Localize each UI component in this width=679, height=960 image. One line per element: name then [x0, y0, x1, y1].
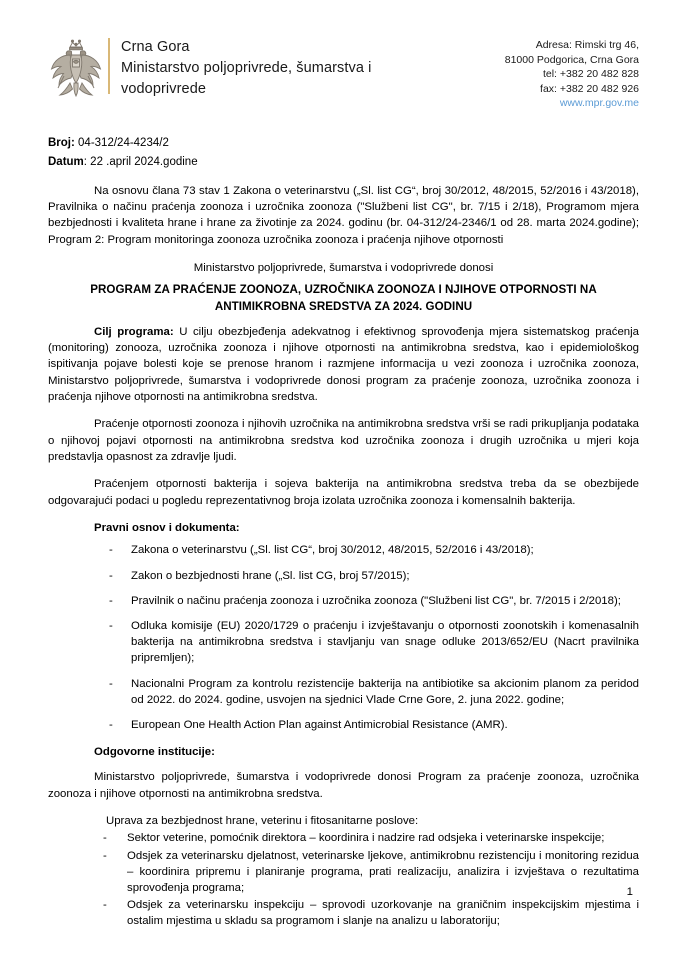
- goal-text: U cilju obezbjeđenja adekvatnog i efektivnog sprovođenja mjera sistematskog praćenja (monitoring) zonooza, uzročnika zoonoza i njihove otpornosti na antimikrobna sredstva, kao i epidemiološkog ispitivanja pojave bolesti koje se prenose hranom i razmjene informacija u vezi zoonoza i uzročnika zoonoza, Ministarstvo poljoprivrede, šumarstva i vodoprivrede donosi program za praćenje zoonoza, uzročnika zoonoza i praćenja njihove otpornosti na antimikrobna sredstva.: [48, 326, 639, 403]
- dash-marker: -: [109, 719, 113, 732]
- dash-marker: -: [103, 899, 107, 912]
- monitoring-paragraph: Praćenje otpornosti zoonoza i njihovih uzročnika na antimikrobna sredstva vrši se radi prikupljanja podataka o njihovoj pojavi otpornosti na antimikrobna sredstva kod uzročnika zoonoza i drugih uzročnika u mjeri koja predstavlja opasnost za zdravlje ljudi.: [48, 418, 639, 463]
- letterhead-divider: [108, 38, 110, 94]
- list-item-text: Nacionalni Program za kontrolu rezistencije bakterija na antibiotike sa akcionim planom za peridod od 2022. do 2024. godine, usvojen na sjednici Vlade Crne Gore, 2. juna 2022. godine;: [131, 677, 639, 706]
- institutions-heading: Odgovorne institucije:: [94, 746, 215, 759]
- list-item-text: Odsjek za veterinarsku djelatnost, veterinarske ljekove, antimikrobnu rezistenciju i monitoring rezidua – koordinira pripremu i planiranje programa, prati realizaciju, analizira i izvještava o rezultatima sprovođenja programa;: [127, 849, 639, 895]
- ministry-name: Ministarstvo poljoprivrede, šumarstva i vodoprivrede: [121, 60, 372, 97]
- institutions-paragraph: Ministarstvo poljoprivrede, šumarstva i vodoprivrede donosi Program za praćenje zoonoza, uzročnika zoonoza i njihove otpornosti na antimikrobna sredstva.: [48, 771, 639, 800]
- dash-marker: -: [103, 832, 107, 845]
- ministry-branding: [48, 34, 386, 102]
- page-number: 1: [626, 886, 633, 898]
- document-number-label: Broj:: [48, 137, 75, 149]
- montenegro-coat-of-arms-icon: [48, 36, 104, 102]
- document-meta: [48, 134, 639, 172]
- list-item-text: Zakon o bezbjednosti hrane („Sl. list CG, broj 57/2015);: [131, 569, 410, 582]
- dash-marker: -: [109, 677, 113, 690]
- list-item: [106, 542, 639, 558]
- dash-marker: -: [109, 594, 113, 607]
- letterhead: [48, 34, 639, 120]
- list-item: [106, 593, 639, 609]
- dash-marker: -: [109, 544, 113, 557]
- address-block: [505, 34, 639, 111]
- document-number: [48, 134, 639, 153]
- legal-documents-list: [48, 542, 639, 733]
- issuer-line: Ministarstvo poljoprivrede, šumarstva i vodoprivrede donosi: [193, 261, 494, 274]
- phone-line: tel: +382 20 482 828: [542, 68, 639, 81]
- goal-paragraph: [48, 324, 639, 405]
- legal-basis-paragraph: Na osnovu člana 73 stav 1 Zakona o veterinarstvu („Sl. list CG“, broj 30/2012, 48/2015, 52/2016 i 43/2018), Pravilnika o načinu praćenja zoonoza i uzročnika zoonoza ("Službeni list CG", br. 7/15 i 2/18), Programom mjera bezbjednosti i kvaliteta hrane i hrane za životinje za 2024. godinu (br. 04-312/24-2346/1 od 28. marta 2024.godine); Program 2: Program monitoringa zoonoza uzročnika zoonoza i praćenja njihove otpornosti: [48, 185, 639, 246]
- list-item: [100, 897, 639, 929]
- list-item: [106, 568, 639, 584]
- document-date: [48, 153, 639, 172]
- list-item: [100, 848, 639, 897]
- document-number-value: 04-312/24-4234/2: [74, 137, 169, 149]
- page-title-line-1: PROGRAM ZA PRAĆENJE ZOONOZA, UZROČNIKA ZOONOZA I NJIHOVE OTPORNOSTI NA: [90, 283, 597, 297]
- letterhead-text: [121, 34, 386, 100]
- dash-marker: -: [109, 620, 113, 633]
- address-line-1: Adresa: Rimski trg 46,: [535, 39, 639, 51]
- page-title-line-2: ANTIMIKROBNA SREDSTVA ZA 2024. GODINU: [214, 300, 473, 314]
- authority-heading: Uprava za bezbjednost hrane, veterinu i fitosanitarne poslove:: [106, 815, 419, 828]
- list-item-text: Odluka komisije (EU) 2020/1729 o praćenju i izvještavanju o otpornosti zoonotskih i komenasalnih bakterija na antimikrobna sredstva i stavljanju van snage odluke 2013/652/EU (Nacrt pravilnika pripremljen);: [131, 620, 639, 665]
- document-date-label: Datum: [48, 156, 84, 168]
- list-item: [106, 717, 639, 733]
- list-item-text: Pravilnik o načinu praćenja zoonoza i uzročnika zoonoza ("Službeni list CG", br. 7/2015 i 2/2018);: [131, 594, 621, 607]
- list-item: [106, 618, 639, 667]
- authority-duties-list: [48, 830, 639, 929]
- dash-marker: -: [109, 569, 113, 582]
- list-item: [100, 830, 639, 846]
- bacteria-paragraph: Praćenjem otpornosti bakterija i sojeva bakterija na antimikrobna sredstva treba da se obezbijede odgovarajući podaci u pogledu reprezentativnog broja izolata uzročnika zoonoza i komensalnih bakterija.: [48, 478, 639, 507]
- list-item-text: Sektor veterine, pomoćnik direktora – koordinira i nadzire rad odsjeka i veterinarske inspekcije;: [127, 832, 605, 845]
- website-link[interactable]: www.mpr.gov.me: [559, 97, 639, 110]
- goal-label: Cilj programa:: [94, 326, 174, 339]
- legal-basis-heading: Pravni osnov i dokumenta:: [94, 522, 240, 535]
- address-line-2: 81000 Podgorica, Crna Gora: [504, 53, 639, 66]
- dash-marker: -: [103, 849, 107, 862]
- list-item-text: Odsjek za veterinarsku inspekciju – sprovodi uzorkovanje na graničnim inspekcijskim mjestima i ostalim mjestima u skladu sa programom i slanje na analizu u laboratoriju;: [127, 899, 639, 928]
- list-item: [106, 676, 639, 708]
- fax-line: fax: +382 20 482 926: [540, 82, 639, 95]
- list-item-text: European One Health Action Plan against Antimicrobial Resistance (AMR).: [131, 719, 508, 732]
- document-date-value: : 22 .april 2024.godine: [83, 156, 198, 168]
- list-item-text: Zakona o veterinarstvu („Sl. list CG“, broj 30/2012, 48/2015, 52/2016 i 43/2018);: [131, 544, 534, 557]
- country-name: Crna Gora: [121, 39, 190, 55]
